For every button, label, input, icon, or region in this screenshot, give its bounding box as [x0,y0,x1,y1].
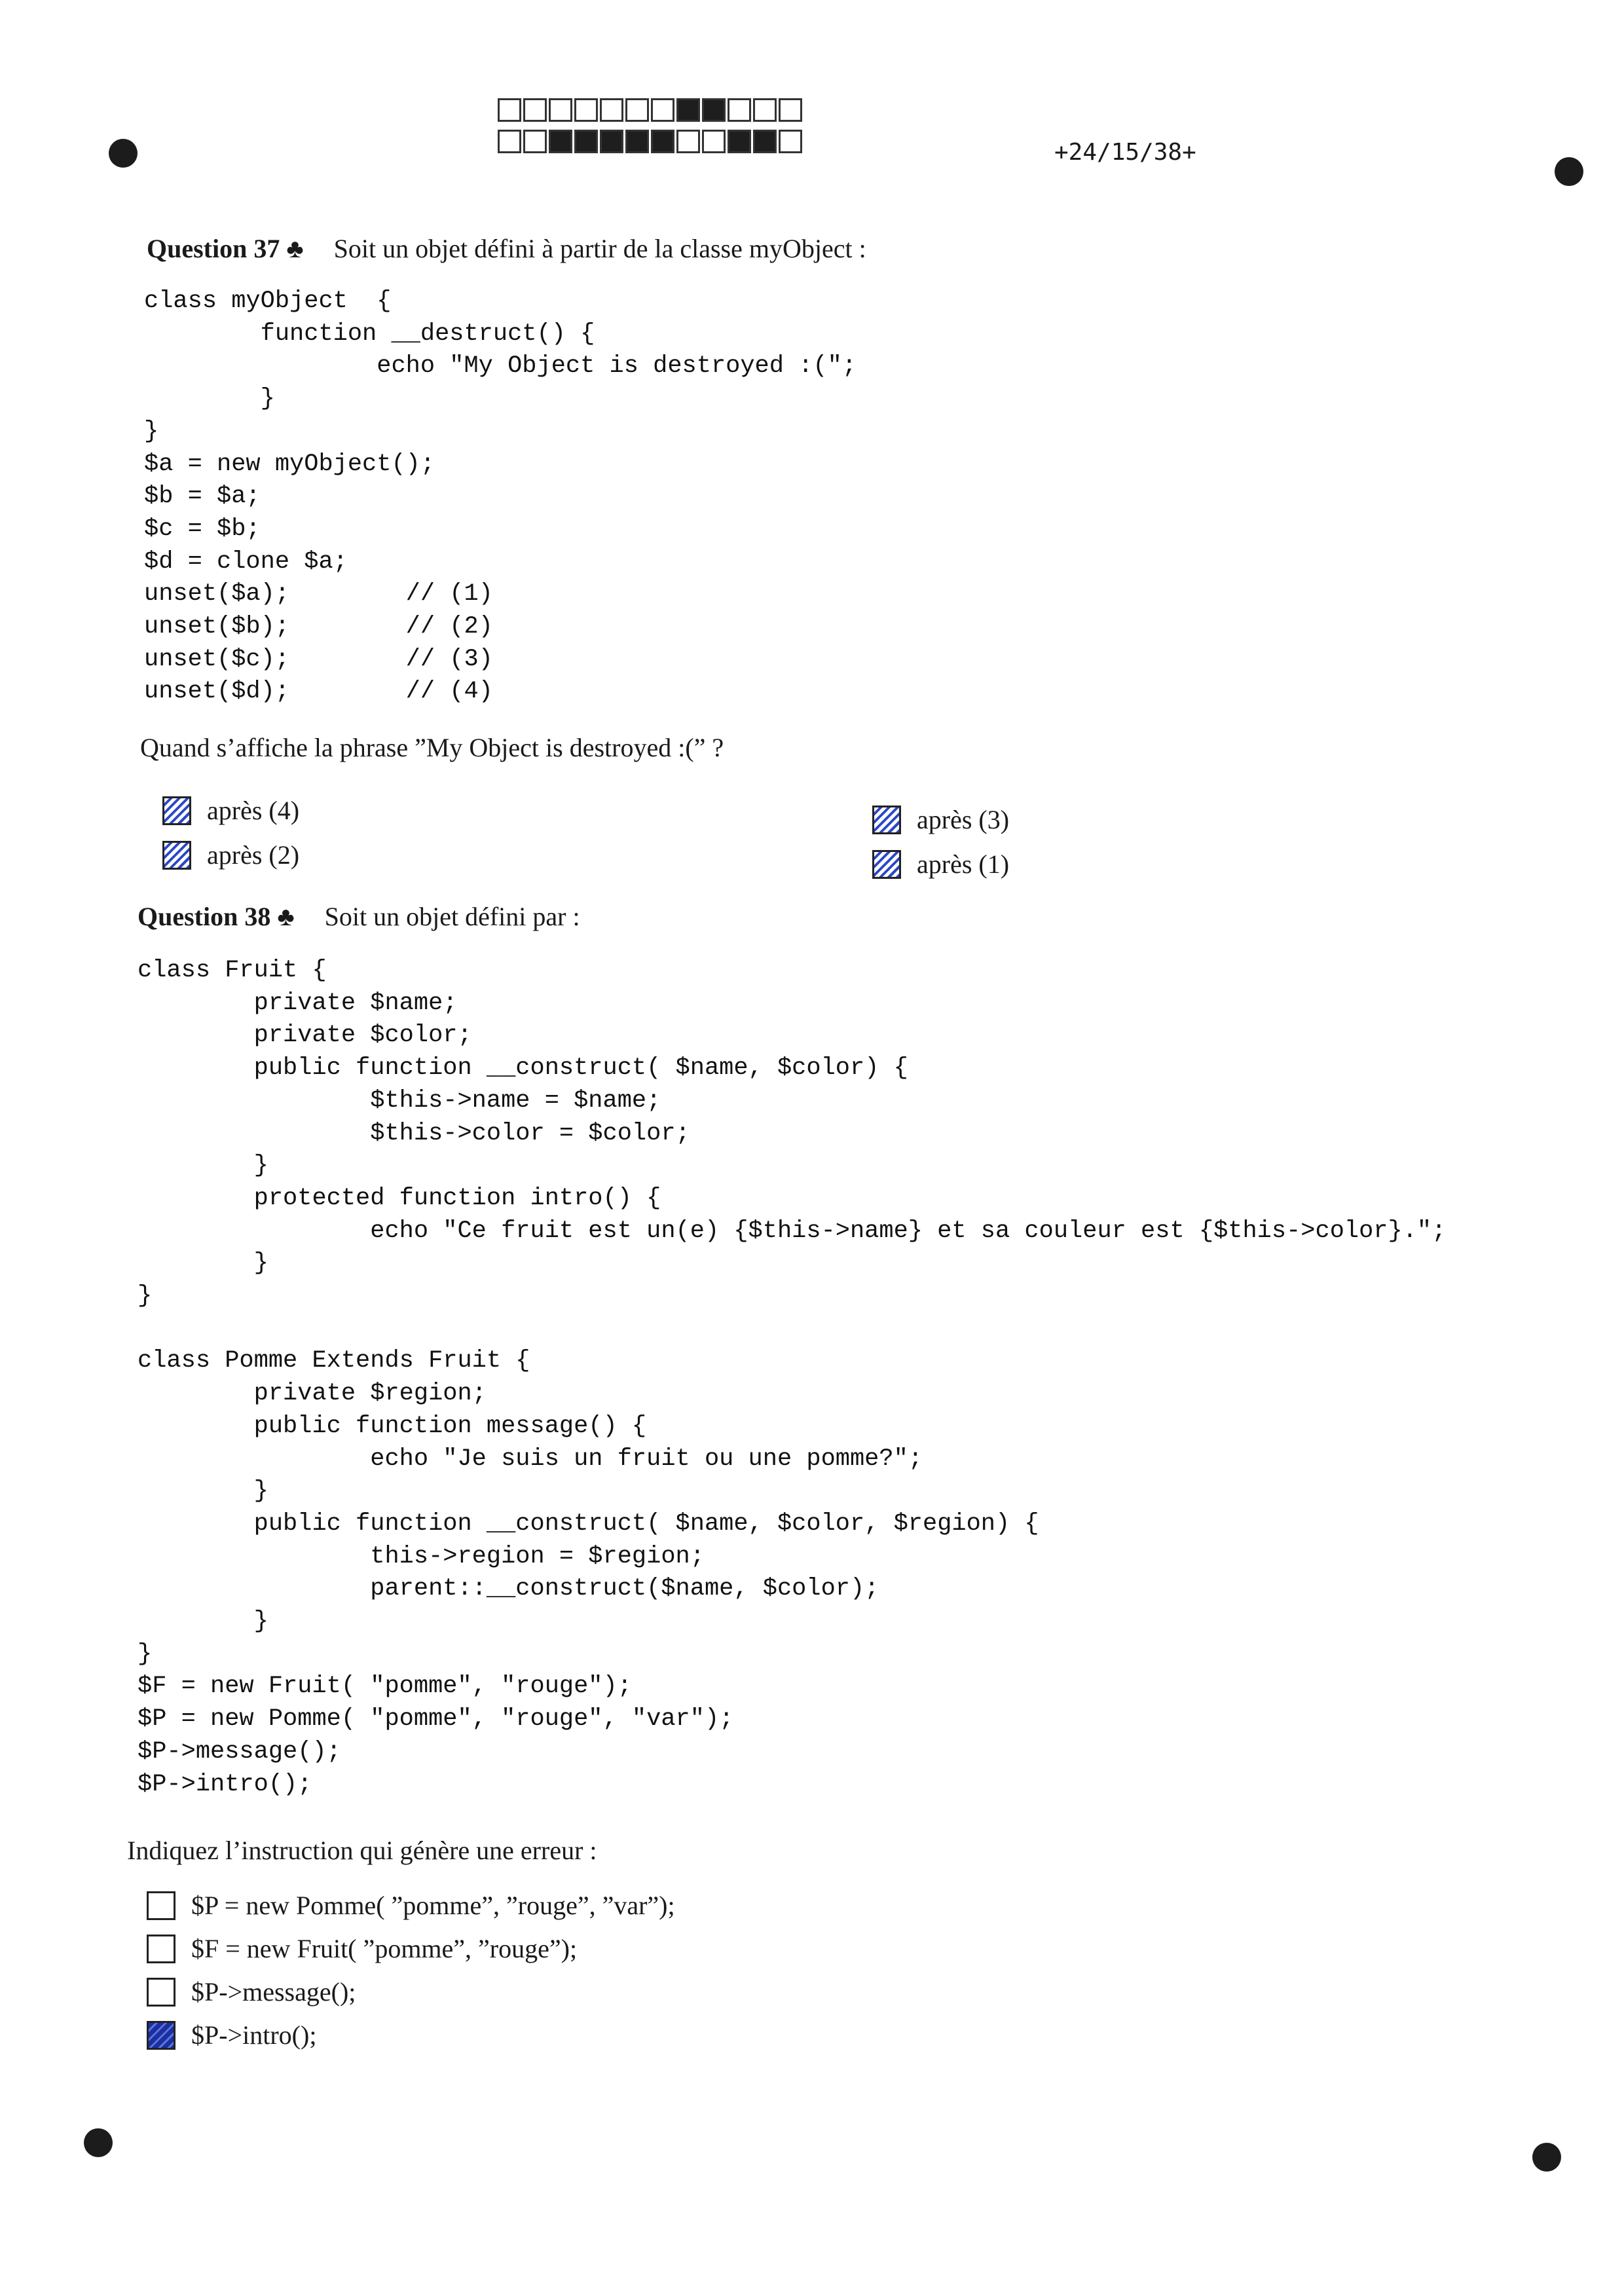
barcode-cell [549,98,572,122]
barcode-cell [498,130,521,153]
question-38-header [138,901,580,932]
barcode-cell [753,98,777,122]
checkbox[interactable] [162,796,191,825]
answer-choice[interactable] [162,840,299,870]
barcode-cell [600,130,623,153]
question-prompt: Indiquez l’instruction qui génère une erreur : [127,1836,597,1865]
choice-label: après (4) [207,796,300,825]
code-block: class Fruit { private $name; private $color; public function __construct( $name, $color) { $this->name = $name; $this->color = $color; } protected function intro() { echo "Ce fruit est un(e) {$this->name} et sa couleur est {$this->color}."; } } class Pomme Extends Fruit { private $region; public function message() { echo "Je suis un fruit ou une pomme?"; } public function __construct( $name, $color, $region) { this->region = $region; parent::__construct($name, $color); } } $F = new Fruit( "pomme", "rouge"); $P = new Pomme( "pomme", "rouge", "var"); $P->message(); $P->intro(); [138,957,1447,1798]
page-id: +24/15/38+ [1054,139,1196,166]
registration-marker-top-left [109,139,138,168]
question-number: Question 38 ♣ [138,902,295,931]
barcode-cell [625,130,649,153]
barcode-cell [523,98,547,122]
answer-choice[interactable] [872,804,1009,835]
checkbox[interactable] [147,1891,175,1920]
checkbox[interactable] [872,805,901,834]
barcode-cell [702,98,726,122]
question-37-header [147,233,866,264]
registration-marker-bottom-left [84,2128,113,2157]
barcode-cell [498,98,521,122]
barcode-cell [549,130,572,153]
barcode-cell [676,98,700,122]
barcode-cell [779,98,802,122]
answer-choice[interactable] [147,1890,675,1921]
barcode-cell [523,130,547,153]
answer-choice[interactable] [147,1976,356,2007]
question-prompt: Quand s’affiche la phrase ”My Object is destroyed :(” ? [140,733,724,762]
choice-label: $P = new Pomme( ”pomme”, ”rouge”, ”var”); [191,1891,675,1920]
code-block: class myObject { function __destruct() { echo "My Object is destroyed :("; } } $a = new myObject(); $b = $a; $c = $b; $d = clone $a; unset($a); // (1) unset($b); // (2) unset($c); // (3) unset($d); // (4) [144,287,857,706]
checkbox[interactable] [162,841,191,870]
choice-label: $F = new Fruit( ”pomme”, ”rouge”); [191,1934,578,1963]
barcode-cell [574,130,598,153]
choice-label: après (3) [917,805,1010,834]
answer-choice[interactable] [872,849,1009,880]
barcode-cell [676,130,700,153]
barcode-cell [728,98,751,122]
question-title: Soit un objet défini par : [324,902,580,931]
checkbox[interactable] [147,1935,175,1963]
barcode-cell [651,98,674,122]
barcode-cell [600,98,623,122]
registration-marker-top-right [1555,157,1583,186]
barcode-cell [779,130,802,153]
checkbox[interactable] [147,1978,175,2007]
barcode-cell [625,98,649,122]
answer-choice[interactable] [147,2020,316,2050]
registration-marker-bottom-right [1532,2143,1561,2172]
barcode-row [498,98,804,122]
barcode-cell [753,130,777,153]
question-number: Question 37 ♣ [147,234,304,263]
barcode-cell [702,130,726,153]
choice-label: $P->intro(); [191,2020,317,2050]
choice-label: après (2) [207,840,300,870]
barcode-cell [728,130,751,153]
checkbox[interactable] [872,850,901,879]
barcode-cell [651,130,674,153]
choice-label: $P->message(); [191,1977,356,2007]
answer-choice[interactable] [147,1933,577,1964]
checkbox[interactable] [147,2021,175,2050]
barcode-row [498,130,804,153]
choice-label: après (1) [917,849,1010,879]
answer-choice[interactable] [162,795,299,826]
barcode-cell [574,98,598,122]
question-title: Soit un objet défini à partir de la classe myObject : [333,234,866,263]
